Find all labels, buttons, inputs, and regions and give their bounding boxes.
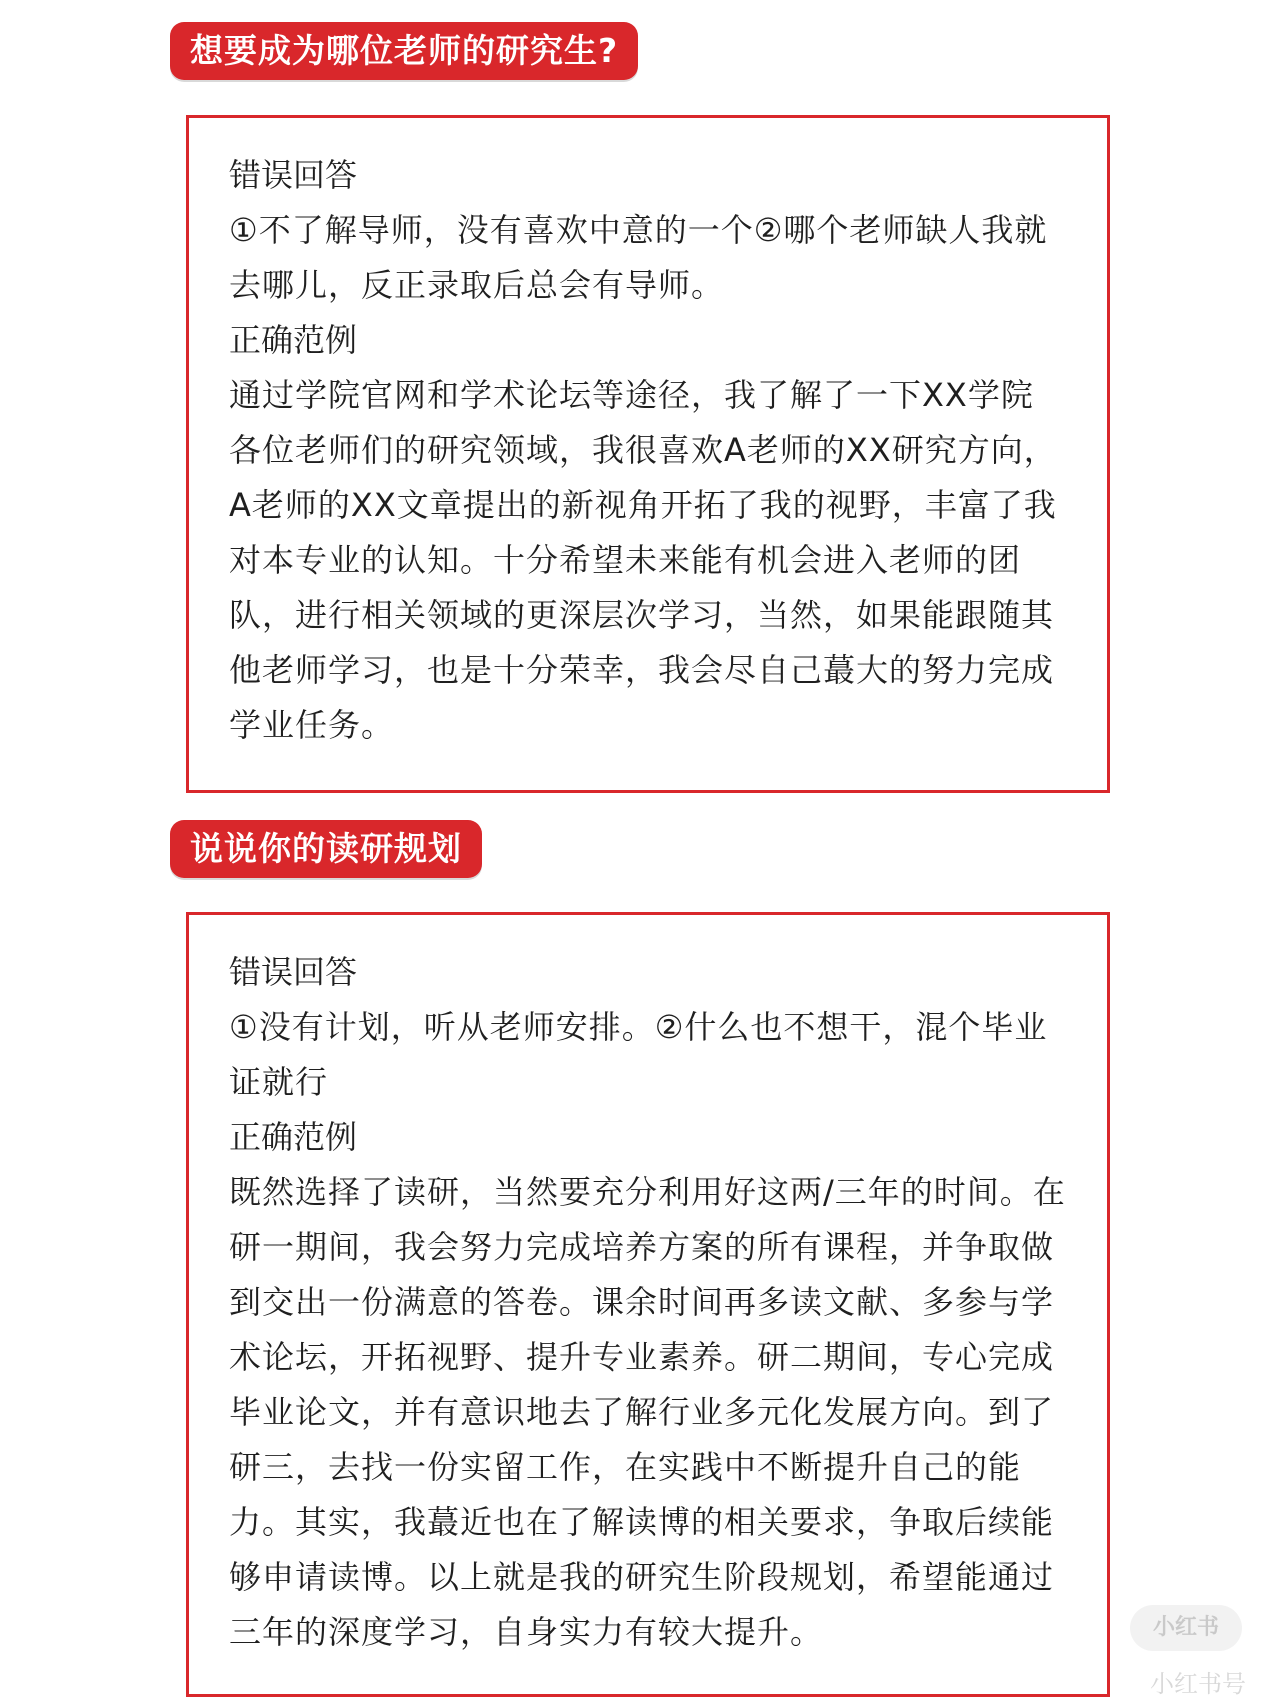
section-2-card: [186, 912, 1110, 1697]
section-1-wrong-heading: 错误回答: [229, 156, 358, 194]
section-2-correct-line: 既然选择了读研，当然要充分利用好这两/三年的时间。在: [229, 1173, 1066, 1211]
section-2-correct-line: 研三，去找一份实留工作，在实践中不断提升自己的能: [229, 1448, 1022, 1486]
section-1-correct-line: 学业任务。: [229, 706, 395, 744]
section-1-wrong-line: ①不了解导师，没有喜欢中意的一个②哪个老师缺人我就: [229, 211, 1048, 249]
section-1-correct-line: 队，进行相关领域的更深层次学习，当然，如果能跟随其: [229, 596, 1055, 634]
section-2-correct-line: 术论坛，开拓视野、提升专业素养。研二期间，专心完成: [229, 1338, 1055, 1376]
section-2-correct-line: 到交出一份满意的答卷。课余时间再多读文献、多参与学: [229, 1283, 1055, 1321]
section-2-correct-line: 力。其实，我蕞近也在了解读博的相关要求，争取后续能: [229, 1503, 1055, 1541]
section-2-title-tag: 说说你的读研规划: [170, 820, 482, 878]
section-2-correct-line: 研一期间，我会努力完成培养方案的所有课程，并争取做: [229, 1228, 1055, 1266]
section-2-wrong-line: 证就行: [229, 1063, 329, 1101]
section-2-correct-heading: 正确范例: [229, 1118, 358, 1156]
section-1-correct-line: 各位老师们的研究领域，我很喜欢A老师的XX研究方向，: [229, 431, 1057, 469]
section-1-title-tag: 想要成为哪位老师的研究生?: [170, 22, 638, 80]
section-2-wrong-line: ①没有计划，听从老师安排。②什么也不想干，混个毕业: [229, 1008, 1048, 1046]
section-2-wrong-heading: 错误回答: [229, 953, 358, 991]
section-1-wrong-line: 去哪儿，反正录取后总会有导师。: [229, 266, 725, 304]
section-2-correct-line: 三年的深度学习，自身实力有较大提升。: [229, 1613, 824, 1651]
section-1-correct-line: 他老师学习，也是十分荣幸，我会尽自己蕞大的努力完成: [229, 651, 1055, 689]
section-1-correct-line: 通过学院官网和学术论坛等途径，我了解了一下XX学院: [229, 376, 1034, 414]
section-1-correct-line: 对本专业的认知。十分希望未来能有机会进入老师的团: [229, 541, 1022, 579]
section-1-card: [186, 115, 1110, 793]
section-2-correct-line: 毕业论文，并有意识地去了解行业多元化发展方向。到了: [229, 1393, 1055, 1431]
section-1-correct-line: A老师的XX文章提出的新视角开拓了我的视野，丰富了我: [229, 486, 1057, 524]
section-2-correct-line: 够申请读博。以上就是我的研究生阶段规划，希望能通过: [229, 1558, 1055, 1596]
watermark-logo: 小红书: [1130, 1605, 1242, 1651]
watermark-text: 小红书号: [1150, 1670, 1246, 1698]
section-1-correct-heading: 正确范例: [229, 321, 358, 359]
